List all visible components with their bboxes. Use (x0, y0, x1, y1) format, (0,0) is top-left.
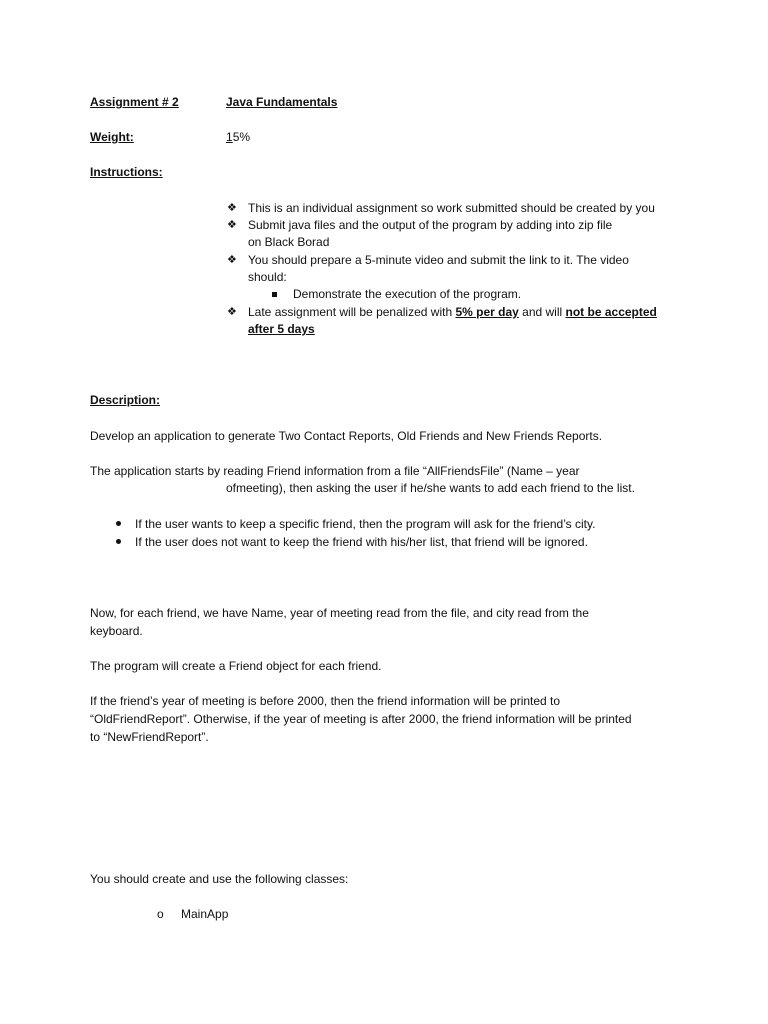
description-bullet-2: If the user does not want to keep the friend with his/her list, that friend will be ignored. (135, 535, 588, 549)
instruction-item-3-line-1: You should prepare a 5-minute video and submit the link to it. The video (248, 253, 629, 267)
instruction-sub-item: Demonstrate the execution of the program. (293, 287, 522, 301)
dot-bullet-icon (116, 539, 121, 544)
description-para-3-line-2: keyboard. (90, 624, 143, 638)
description-bullet-1: If the user wants to keep a specific friend, then the program will ask for the friend’s city. (135, 517, 596, 531)
circle-bullet-icon: o (157, 907, 164, 921)
weight-value (226, 129, 250, 146)
instruction-item-4-line-1 (248, 304, 657, 321)
description-para-2-line-1: The application starts by reading Friend information from a file “AllFriendsFile” (Name – year (90, 464, 580, 478)
description-para-5-line-1: If the friend’s year of meeting is before 2000, then the friend information will be printed to (90, 694, 561, 708)
diamond-bullet-icon: ❖ (227, 306, 237, 318)
weight-value-rest: 5% (232, 130, 251, 144)
diamond-bullet-icon: ❖ (227, 202, 237, 214)
description-para-4: The program will create a Friend object for each friend. (90, 659, 382, 673)
assignment-label: Assignment # 2 (90, 95, 179, 109)
description-para-6: You should create and use the following classes: (90, 872, 349, 886)
class-item-mainapp: MainApp (181, 907, 229, 921)
instruction-item-2-line-2: on Black Borad (248, 235, 330, 249)
description-para-3-line-1: Now, for each friend, we have Name, year of meeting read from the file, and city read from the (90, 606, 589, 620)
late-penalty: 5% per day (455, 305, 519, 319)
late-prefix: Late assignment will be penalized with (248, 305, 456, 319)
late-not-accepted: not be accepted (565, 305, 657, 319)
diamond-bullet-icon: ❖ (227, 254, 237, 266)
assignment-title: Java Fundamentals (226, 95, 338, 109)
instruction-item-1: This is an individual assignment so work submitted should be created by you (248, 201, 655, 215)
instruction-item-4-line-2: after 5 days (248, 322, 315, 336)
description-label: Description: (90, 393, 161, 407)
description-para-5-line-3: to “NewFriendReport”. (90, 730, 209, 744)
instruction-item-3-line-2: should: (248, 270, 287, 284)
instructions-label: Instructions: (90, 165, 163, 179)
square-bullet-icon (272, 292, 277, 297)
instruction-item-2-line-1: Submit java files and the output of the program by adding into zip file (248, 218, 613, 232)
diamond-bullet-icon: ❖ (227, 219, 237, 231)
weight-value-first: 1 (226, 130, 233, 144)
weight-label: Weight: (90, 130, 134, 144)
description-para-5-line-2: “OldFriendReport”. Otherwise, if the year of meeting is after 2000, the friend information will be printed (90, 712, 632, 726)
description-para-2-line-2: ofmeeting), then asking the user if he/she wants to add each friend to the list. (226, 481, 635, 495)
description-para-1: Develop an application to generate Two Contact Reports, Old Friends and New Friends Reports. (90, 429, 603, 443)
dot-bullet-icon (116, 521, 121, 526)
late-middle: and will (518, 305, 566, 319)
